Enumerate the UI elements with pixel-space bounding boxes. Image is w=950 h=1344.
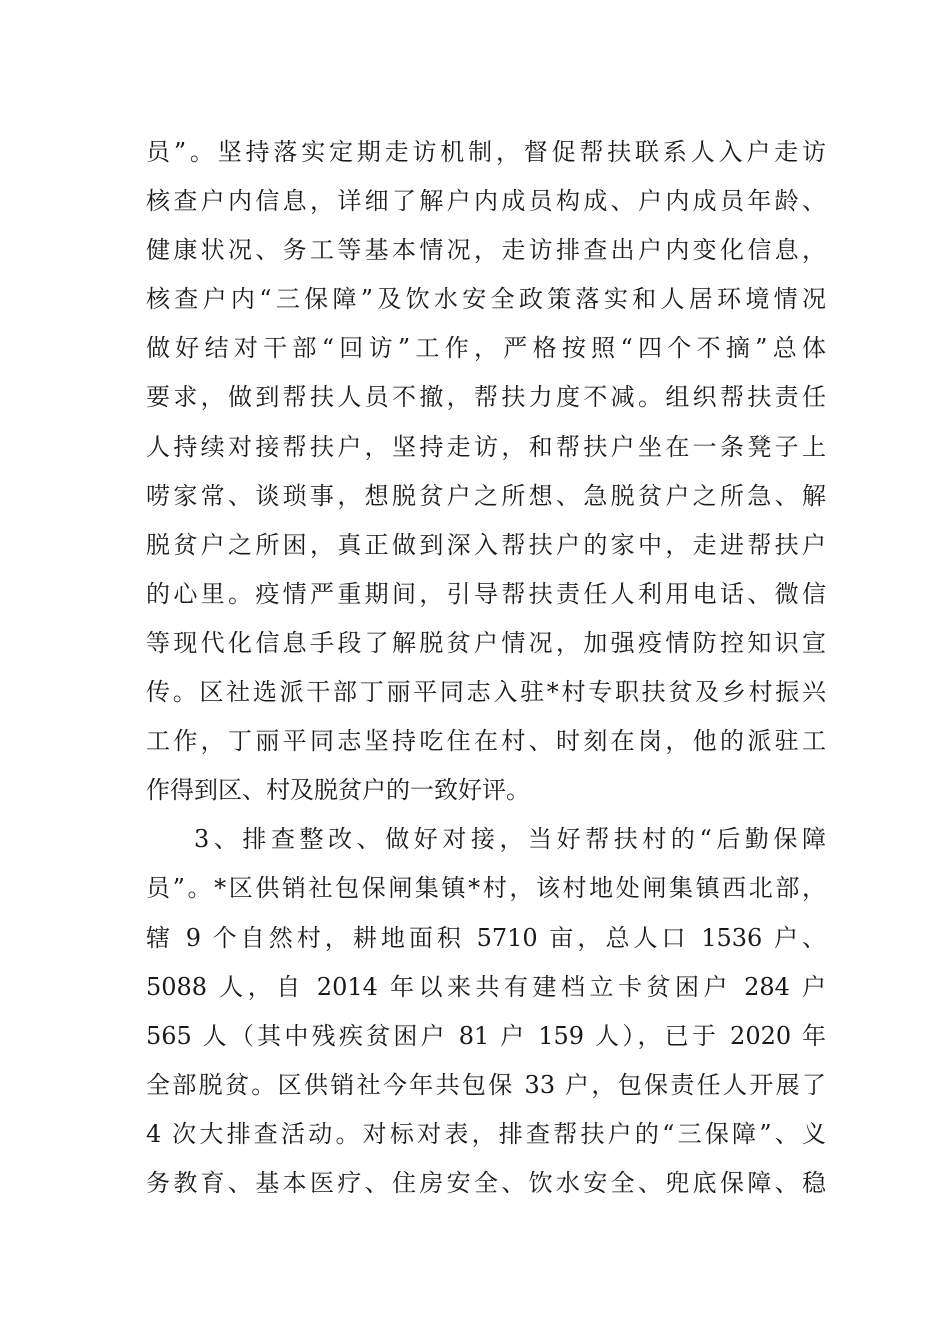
text-line: 传。区社选派干部丁丽平同志入驻*村专职扶贫及乡村振兴 [146,678,826,707]
text-line: 565 人（其中残疾贫困户 81 户 159 人），已于 2020 年 [146,1021,826,1050]
text-line: 4 次大排查活动。对标对表，排查帮扶户的“三保障”、义 [146,1119,826,1148]
text-line: 健康状况、务工等基本情况，走访排查出户内变化信息， [146,236,826,265]
text-line: 做好结对干部“回访”工作，严格按照“四个不摘”总体 [146,334,826,363]
text-line: 工作，丁丽平同志坚持吃住在村、时刻在岗，他的派驻工 [146,727,826,756]
text-line: 的心里。疫情严重期间，引导帮扶责任人利用电话、微信 [146,579,826,608]
paragraph-3-first-line: 3、排查整改、做好对接，当好帮扶村的“后勤保障 [194,825,826,854]
text-line: 员”。坚持落实定期走访机制，督促帮扶联系人入户走访 [146,138,826,166]
paragraph-end-line: 作得到区、村及脱贫户的一致好评。 [146,776,530,805]
text-line: 人持续对接帮扶户，坚持走访，和帮扶户坐在一条凳子上 [146,432,826,461]
text-line: 员”。*区供销社包保闸集镇*村，该村地处闸集镇西北部， [146,874,826,903]
body-text [146,128,826,1208]
text-line: 辖 9 个自然村，耕地面积 5710 亩，总人口 1536 户、 [146,923,826,952]
text-line: 核查户内“三保障”及饮水安全政策落实和人居环境情况 [146,285,826,314]
text-line: 核查户内信息，详细了解户内成员构成、户内成员年龄、 [146,187,826,216]
text-line: 5088 人，自 2014 年以来共有建档立卡贫困户 284 户 [146,972,826,1001]
text-line: 务教育、基本医疗、住房安全、饮水安全、兜底保障、稳 [146,1168,826,1197]
text-line: 等现代化信息手段了解脱贫户情况，加强疫情防控知识宣 [146,628,826,657]
text-line: 唠家常、谈琐事，想脱贫户之所想、急脱贫户之所急、解 [146,481,826,510]
text-line: 脱贫户之所困，真正做到深入帮扶户的家中，走进帮扶户 [146,530,826,559]
text-line: 要求，做到帮扶人员不撤，帮扶力度不减。组织帮扶责任 [146,383,826,412]
text-line: 全部脱贫。区供销社今年共包保 33 户，包保责任人开展了 [146,1070,826,1099]
